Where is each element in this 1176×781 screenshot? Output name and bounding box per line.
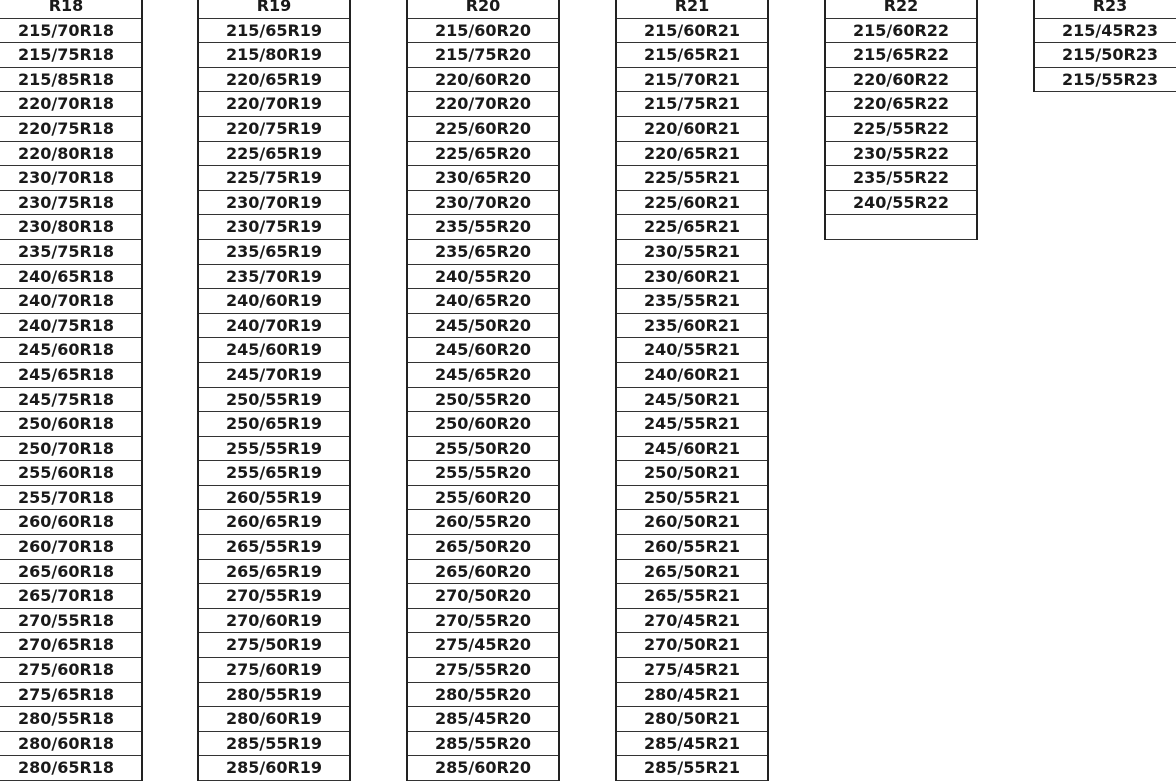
tire-size-cell: 275/60R19 [199, 658, 349, 683]
tire-size-cell: 245/65R18 [0, 363, 141, 388]
tire-size-cell: 270/55R19 [199, 584, 349, 609]
tire-size-cell: 220/60R22 [826, 68, 976, 93]
tire-size-cell: 255/55R20 [408, 461, 558, 486]
tire-size-cell: 235/55R22 [826, 166, 976, 191]
tire-size-cell: 260/55R19 [199, 486, 349, 511]
tire-size-cell: 240/65R20 [408, 289, 558, 314]
tire-size-cell: 280/60R19 [199, 707, 349, 732]
tire-size-cell: 215/70R21 [617, 68, 767, 93]
tire-size-cell: 230/65R20 [408, 166, 558, 191]
tire-size-cell: 275/45R20 [408, 633, 558, 658]
tire-size-cell: 215/55R23 [1035, 68, 1176, 93]
tire-size-cell: 225/65R20 [408, 142, 558, 167]
tire-size-cell: 215/60R22 [826, 19, 976, 44]
tire-size-cell: 250/70R18 [0, 437, 141, 462]
tire-size-cell: 275/65R18 [0, 683, 141, 708]
tire-size-cell: 265/65R19 [199, 560, 349, 585]
tire-size-cell: 240/60R21 [617, 363, 767, 388]
tire-size-cell: 235/65R20 [408, 240, 558, 265]
tire-size-cell: 255/70R18 [0, 486, 141, 511]
tire-size-cell: 270/45R21 [617, 609, 767, 634]
tire-size-cell: 285/55R20 [408, 732, 558, 757]
tire-size-cell: 230/80R18 [0, 215, 141, 240]
tire-size-cell: 260/70R18 [0, 535, 141, 560]
tire-size-cell: 270/50R20 [408, 584, 558, 609]
tire-size-cell: 235/75R18 [0, 240, 141, 265]
tire-size-cell: 275/50R19 [199, 633, 349, 658]
tire-size-cell: 250/50R21 [617, 461, 767, 486]
tire-size-cell: 240/65R18 [0, 265, 141, 290]
tire-size-cell: 245/55R21 [617, 412, 767, 437]
tire-size-cell: 265/60R18 [0, 560, 141, 585]
column-header: R22 [826, 0, 976, 19]
tire-size-cell: 230/55R22 [826, 142, 976, 167]
tire-size-cell: 220/65R21 [617, 142, 767, 167]
tire-size-cell: 270/65R18 [0, 633, 141, 658]
tire-size-cell: 230/70R20 [408, 191, 558, 216]
tire-size-cell: 245/60R21 [617, 437, 767, 462]
tire-size-cell: 265/55R21 [617, 584, 767, 609]
column-header: R20 [408, 0, 558, 19]
tire-size-cell: 265/70R18 [0, 584, 141, 609]
tire-size-cell: 250/65R19 [199, 412, 349, 437]
tire-size-cell: 270/55R20 [408, 609, 558, 634]
tire-size-cell: 225/55R21 [617, 166, 767, 191]
tire-size-cell: 230/55R21 [617, 240, 767, 265]
tire-size-cell: 240/55R21 [617, 338, 767, 363]
tire-size-cell: 250/55R19 [199, 388, 349, 413]
tire-size-cell: 215/70R18 [0, 19, 141, 44]
tire-size-cell: 215/75R20 [408, 43, 558, 68]
tire-size-cell: 220/75R19 [199, 117, 349, 142]
tire-size-cell: 250/60R20 [408, 412, 558, 437]
tire-size-cell: 245/50R21 [617, 388, 767, 413]
tire-size-cell: 235/65R19 [199, 240, 349, 265]
column-header: R21 [617, 0, 767, 19]
tire-size-cell: 265/60R20 [408, 560, 558, 585]
tire-size-cell: 240/55R22 [826, 191, 976, 216]
tire-size-cell: 265/55R19 [199, 535, 349, 560]
tire-size-cell: 275/55R20 [408, 658, 558, 683]
tire-size-cell: 245/65R20 [408, 363, 558, 388]
tire-size-cell: 225/65R21 [617, 215, 767, 240]
tire-size-cell: 250/60R18 [0, 412, 141, 437]
tire-size-cell: 240/60R19 [199, 289, 349, 314]
tire-size-cell: 250/55R20 [408, 388, 558, 413]
tire-size-cell: 245/60R18 [0, 338, 141, 363]
tire-size-cell: 230/75R19 [199, 215, 349, 240]
tire-size-cell: 285/45R20 [408, 707, 558, 732]
tire-size-cell: 250/55R21 [617, 486, 767, 511]
tire-size-cell: 235/70R19 [199, 265, 349, 290]
tire-size-cell: 260/50R21 [617, 510, 767, 535]
tire-size-cell: 220/70R19 [199, 92, 349, 117]
tire-size-cell: 220/70R20 [408, 92, 558, 117]
column-header: R18 [0, 0, 141, 19]
tire-size-cell: 225/60R20 [408, 117, 558, 142]
tire-size-cell: 265/50R20 [408, 535, 558, 560]
tire-size-cell: 280/50R21 [617, 707, 767, 732]
tire-size-cell: 220/75R18 [0, 117, 141, 142]
tire-size-cell: 220/60R21 [617, 117, 767, 142]
tire-size-cell: 215/60R20 [408, 19, 558, 44]
tire-size-cell: 215/50R23 [1035, 43, 1176, 68]
column-r19 [197, 0, 351, 781]
tire-size-cell: 260/55R21 [617, 535, 767, 560]
column-r18 [0, 0, 143, 781]
tire-size-cell: 280/55R20 [408, 683, 558, 708]
tire-size-cell: 280/55R18 [0, 707, 141, 732]
tire-size-cell: 245/75R18 [0, 388, 141, 413]
tire-size-cell: 230/60R21 [617, 265, 767, 290]
tire-size-cell: 260/55R20 [408, 510, 558, 535]
tire-size-cell: 215/65R21 [617, 43, 767, 68]
tire-size-cell: 225/60R21 [617, 191, 767, 216]
tire-size-cell: 215/45R23 [1035, 19, 1176, 44]
tire-size-cell: 260/60R18 [0, 510, 141, 535]
tire-size-cell: 270/60R19 [199, 609, 349, 634]
tire-size-cell: 285/55R19 [199, 732, 349, 757]
tire-size-cell: 255/55R19 [199, 437, 349, 462]
tire-size-cell: 215/65R19 [199, 19, 349, 44]
tire-size-cell: 230/70R18 [0, 166, 141, 191]
tire-size-cell: 255/60R18 [0, 461, 141, 486]
tire-size-cell: 225/55R22 [826, 117, 976, 142]
column-r21 [615, 0, 769, 781]
tire-size-cell: 235/55R20 [408, 215, 558, 240]
tire-size-cell: 220/60R20 [408, 68, 558, 93]
tire-size-cell: 230/75R18 [0, 191, 141, 216]
column-r22 [824, 0, 978, 240]
tire-size-cell: 280/65R18 [0, 756, 141, 781]
tire-size-cell: 285/60R19 [199, 756, 349, 781]
tire-size-cell: 215/75R18 [0, 43, 141, 68]
tire-size-cell: 215/60R21 [617, 19, 767, 44]
tire-size-cell: 245/50R20 [408, 314, 558, 339]
tire-size-cell: 255/60R20 [408, 486, 558, 511]
tire-size-cell: 230/70R19 [199, 191, 349, 216]
column-r20 [406, 0, 560, 781]
tire-size-cell: 280/55R19 [199, 683, 349, 708]
tire-size-cell: 285/55R21 [617, 756, 767, 781]
tire-size-cell: 255/50R20 [408, 437, 558, 462]
tire-size-cell: 225/75R19 [199, 166, 349, 191]
tire-size-cell: 220/65R22 [826, 92, 976, 117]
tire-size-cell: 220/65R19 [199, 68, 349, 93]
tire-size-cell: 235/55R21 [617, 289, 767, 314]
tire-size-cell: 215/75R21 [617, 92, 767, 117]
tire-size-cell: 265/50R21 [617, 560, 767, 585]
tire-size-cell: 215/80R19 [199, 43, 349, 68]
tire-size-cell: 275/60R18 [0, 658, 141, 683]
column-r23 [1033, 0, 1176, 92]
tire-size-cell: 225/65R19 [199, 142, 349, 167]
tire-size-cell: 285/60R20 [408, 756, 558, 781]
column-header: R23 [1035, 0, 1176, 19]
tire-size-cell: 270/55R18 [0, 609, 141, 634]
tire-size-cell: 245/60R20 [408, 338, 558, 363]
tire-size-cell: 275/45R21 [617, 658, 767, 683]
tire-size-cell: 270/50R21 [617, 633, 767, 658]
tire-size-cell: 245/60R19 [199, 338, 349, 363]
tire-size-cell: 240/75R18 [0, 314, 141, 339]
tire-size-cell [826, 215, 976, 240]
tire-size-cell: 240/70R18 [0, 289, 141, 314]
tire-size-cell: 215/85R18 [0, 68, 141, 93]
tire-size-cell: 285/45R21 [617, 732, 767, 757]
tire-size-cell: 260/65R19 [199, 510, 349, 535]
tire-size-cell: 215/65R22 [826, 43, 976, 68]
tire-size-cell: 220/80R18 [0, 142, 141, 167]
tire-size-cell: 255/65R19 [199, 461, 349, 486]
column-header: R19 [199, 0, 349, 19]
tire-size-cell: 280/45R21 [617, 683, 767, 708]
tire-size-cell: 240/70R19 [199, 314, 349, 339]
tire-size-cell: 280/60R18 [0, 732, 141, 757]
tire-size-cell: 245/70R19 [199, 363, 349, 388]
tire-size-cell: 235/60R21 [617, 314, 767, 339]
tire-size-cell: 240/55R20 [408, 265, 558, 290]
tire-size-cell: 220/70R18 [0, 92, 141, 117]
